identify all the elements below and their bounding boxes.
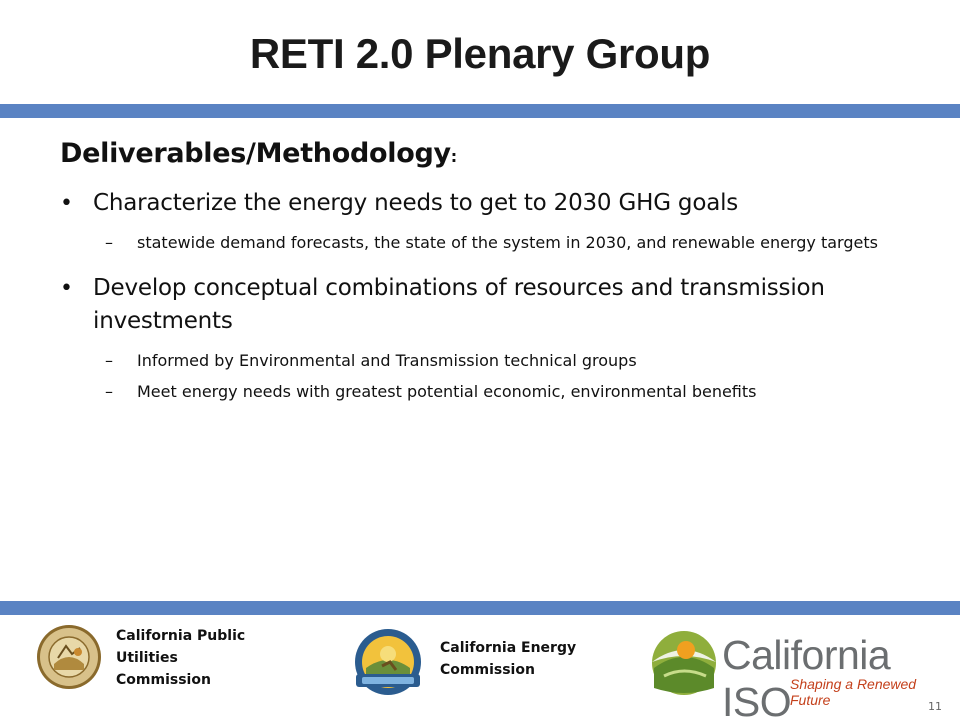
cpuc-name: California Public Utilities Commission <box>116 628 246 688</box>
slide-title: RETI 2.0 Plenary Group <box>249 30 711 77</box>
sub-bullet-text: Informed by Environmental and Transmission technical groups <box>137 351 637 370</box>
bottom-accent-bar <box>0 601 960 615</box>
sub-bullet-text: Meet energy needs with greatest potential economic, environmental benefits <box>137 382 757 401</box>
cec-name: California Energy Commission <box>440 640 577 678</box>
sub-bullet-dash: – <box>105 382 113 401</box>
bullet-item <box>60 272 920 338</box>
bullet-text: Characterize the energy needs to get to 2030 GHG goals <box>93 190 739 216</box>
sub-bullet-list <box>60 230 920 256</box>
sub-bullet-item <box>60 230 920 256</box>
bullet-text: Develop conceptual combinations of resources and transmission investments <box>93 275 825 334</box>
bullet-item <box>60 187 920 220</box>
sub-bullet-dash: – <box>105 351 113 370</box>
slide-number: 11 <box>928 700 942 713</box>
sub-bullet-dash: – <box>105 233 113 252</box>
sub-bullet-text: statewide demand forecasts, the state of the system in 2030, and renewable energy targets <box>137 233 878 252</box>
sub-bullet-item <box>60 348 920 374</box>
bullet-dot: • <box>60 276 73 301</box>
slide-content <box>60 138 920 421</box>
cpuc-seal-icon <box>36 624 102 690</box>
top-accent-bar <box>0 104 960 118</box>
heading-text: Deliverables/Methodology <box>60 138 451 169</box>
sub-bullet-list <box>60 348 920 405</box>
bullet-dot: • <box>60 191 73 216</box>
heading-colon: : <box>450 147 457 166</box>
iso-name: California ISO <box>722 632 891 725</box>
sub-bullet-item <box>60 379 920 405</box>
iso-tagline: Shaping a Renewed Future <box>790 676 917 708</box>
cec-seal-icon <box>348 626 428 698</box>
section-heading <box>60 138 920 169</box>
